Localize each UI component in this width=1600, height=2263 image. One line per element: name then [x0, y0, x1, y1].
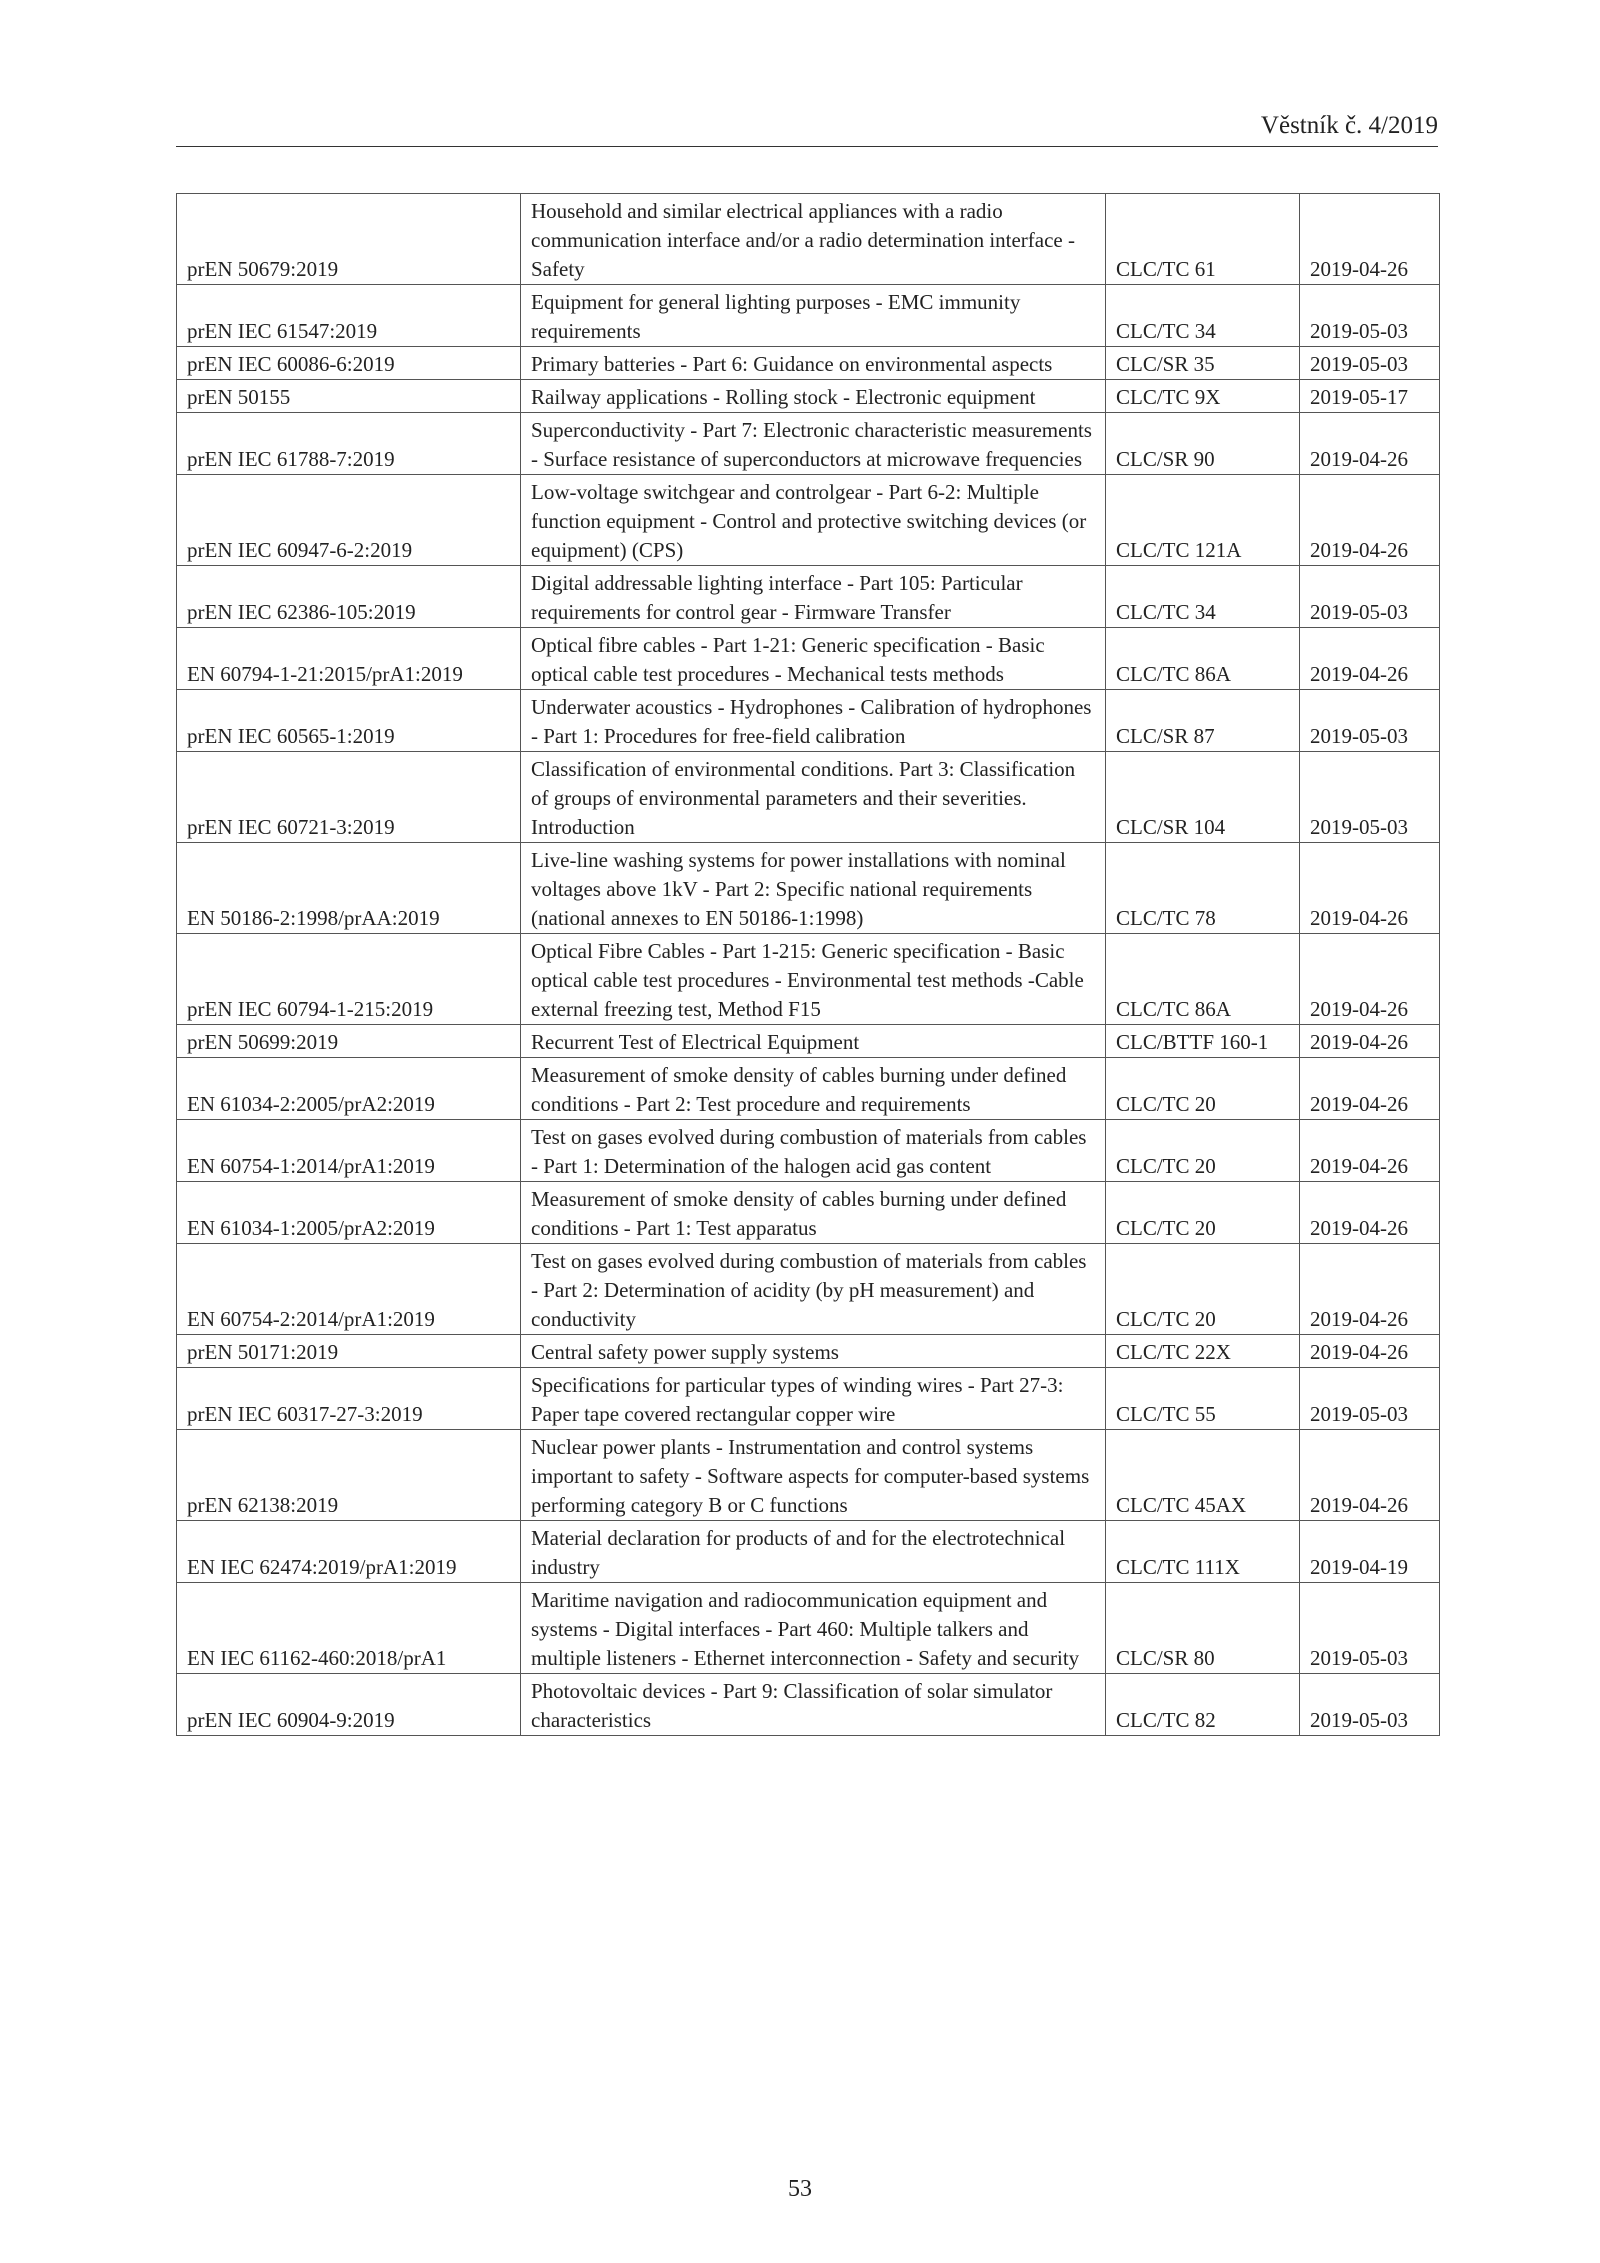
- deadline-date-cell: 2019-04-26: [1300, 1335, 1440, 1368]
- table-row: [177, 1583, 1440, 1674]
- standard-code-cell: prEN IEC 60794-1-215:2019: [177, 934, 521, 1025]
- committee-cell: CLC/TC 121A: [1106, 475, 1300, 566]
- standard-title-cell: Low-voltage switchgear and controlgear - Part 6-2: Multiple function equipment - Control and protective switching devices (or equipment) (CPS): [521, 475, 1106, 566]
- standard-title-cell: Classification of environmental conditions. Part 3: Classification of groups of environmental parameters and their severities. Introduction: [521, 752, 1106, 843]
- committee-cell: CLC/TC 55: [1106, 1368, 1300, 1430]
- page-number: 53: [788, 2176, 812, 2202]
- table-row: [177, 380, 1440, 413]
- standard-code-cell: prEN IEC 60565-1:2019: [177, 690, 521, 752]
- standard-code-cell: prEN 50679:2019: [177, 194, 521, 285]
- committee-cell: CLC/SR 35: [1106, 347, 1300, 380]
- deadline-date-cell: 2019-04-26: [1300, 1244, 1440, 1335]
- standard-code-cell: prEN IEC 60904-9:2019: [177, 1674, 521, 1736]
- standard-title-cell: Maritime navigation and radiocommunication equipment and systems - Digital interfaces - Part 460: Multiple talkers and multiple listeners - Ethernet interconnection - Safety and security: [521, 1583, 1106, 1674]
- table-row: [177, 1182, 1440, 1244]
- standard-title-cell: Live-line washing systems for power installations with nominal voltages above 1kV - Part 2: Specific national requirements (national annexes to EN 50186-1:1998): [521, 843, 1106, 934]
- table-row: [177, 934, 1440, 1025]
- standard-title-cell: Underwater acoustics - Hydrophones - Calibration of hydrophones - Part 1: Procedures for free-field calibration: [521, 690, 1106, 752]
- table-row: [177, 475, 1440, 566]
- deadline-date-cell: 2019-05-03: [1300, 566, 1440, 628]
- page-header: [176, 108, 1438, 147]
- standard-title-cell: Recurrent Test of Electrical Equipment: [521, 1025, 1106, 1058]
- deadline-date-cell: 2019-05-03: [1300, 285, 1440, 347]
- table-row: [177, 1335, 1440, 1368]
- standard-code-cell: prEN 50155: [177, 380, 521, 413]
- deadline-date-cell: 2019-04-26: [1300, 843, 1440, 934]
- standard-code-cell: EN 60754-1:2014/prA1:2019: [177, 1120, 521, 1182]
- deadline-date-cell: 2019-04-26: [1300, 934, 1440, 1025]
- standard-code-cell: prEN IEC 61788-7:2019: [177, 413, 521, 475]
- table-row: [177, 1368, 1440, 1430]
- standard-title-cell: Test on gases evolved during combustion of materials from cables - Part 1: Determination of the halogen acid gas content: [521, 1120, 1106, 1182]
- deadline-date-cell: 2019-04-26: [1300, 1120, 1440, 1182]
- table-row: [177, 1058, 1440, 1120]
- standard-code-cell: EN IEC 62474:2019/prA1:2019: [177, 1521, 521, 1583]
- standard-title-cell: Superconductivity - Part 7: Electronic characteristic measurements - Surface resistance of superconductors at microwave frequencies: [521, 413, 1106, 475]
- standard-code-cell: EN 61034-2:2005/prA2:2019: [177, 1058, 521, 1120]
- committee-cell: CLC/SR 80: [1106, 1583, 1300, 1674]
- standard-title-cell: Railway applications - Rolling stock - Electronic equipment: [521, 380, 1106, 413]
- table-row: [177, 1025, 1440, 1058]
- table-row: [177, 752, 1440, 843]
- deadline-date-cell: 2019-04-26: [1300, 1025, 1440, 1058]
- committee-cell: CLC/BTTF 160-1: [1106, 1025, 1300, 1058]
- standards-table-body: [177, 194, 1440, 1736]
- standard-code-cell: prEN 50699:2019: [177, 1025, 521, 1058]
- standard-code-cell: prEN IEC 60086-6:2019: [177, 347, 521, 380]
- table-row: [177, 1120, 1440, 1182]
- standard-title-cell: Test on gases evolved during combustion of materials from cables - Part 2: Determination of acidity (by pH measurement) and conductivity: [521, 1244, 1106, 1335]
- standard-title-cell: Central safety power supply systems: [521, 1335, 1106, 1368]
- committee-cell: CLC/SR 104: [1106, 752, 1300, 843]
- deadline-date-cell: 2019-05-17: [1300, 380, 1440, 413]
- standard-code-cell: prEN IEC 62386-105:2019: [177, 566, 521, 628]
- table-row: [177, 413, 1440, 475]
- table-row: [177, 566, 1440, 628]
- table-row: [177, 628, 1440, 690]
- standard-code-cell: EN 61034-1:2005/prA2:2019: [177, 1182, 521, 1244]
- standard-title-cell: Equipment for general lighting purposes - EMC immunity requirements: [521, 285, 1106, 347]
- table-row: [177, 194, 1440, 285]
- table-row: [177, 1521, 1440, 1583]
- standard-code-cell: prEN IEC 60947-6-2:2019: [177, 475, 521, 566]
- standard-code-cell: EN 50186-2:1998/prAA:2019: [177, 843, 521, 934]
- committee-cell: CLC/TC 111X: [1106, 1521, 1300, 1583]
- standard-title-cell: Measurement of smoke density of cables burning under defined conditions - Part 2: Test procedure and requirements: [521, 1058, 1106, 1120]
- deadline-date-cell: 2019-04-26: [1300, 628, 1440, 690]
- committee-cell: CLC/TC 34: [1106, 566, 1300, 628]
- committee-cell: CLC/TC 20: [1106, 1058, 1300, 1120]
- deadline-date-cell: 2019-04-19: [1300, 1521, 1440, 1583]
- deadline-date-cell: 2019-04-26: [1300, 194, 1440, 285]
- deadline-date-cell: 2019-04-26: [1300, 1058, 1440, 1120]
- standard-code-cell: EN 60794-1-21:2015/prA1:2019: [177, 628, 521, 690]
- standard-code-cell: prEN IEC 60317-27-3:2019: [177, 1368, 521, 1430]
- deadline-date-cell: 2019-05-03: [1300, 1674, 1440, 1736]
- committee-cell: CLC/TC 45AX: [1106, 1430, 1300, 1521]
- committee-cell: CLC/TC 82: [1106, 1674, 1300, 1736]
- committee-cell: CLC/TC 9X: [1106, 380, 1300, 413]
- standard-title-cell: Digital addressable lighting interface - Part 105: Particular requirements for control gear - Firmware Transfer: [521, 566, 1106, 628]
- committee-cell: CLC/TC 34: [1106, 285, 1300, 347]
- committee-cell: CLC/SR 90: [1106, 413, 1300, 475]
- committee-cell: CLC/TC 20: [1106, 1182, 1300, 1244]
- table-row: [177, 285, 1440, 347]
- deadline-date-cell: 2019-05-03: [1300, 690, 1440, 752]
- standard-title-cell: Optical fibre cables - Part 1-21: Generic specification - Basic optical cable test procedures - Mechanical tests methods: [521, 628, 1106, 690]
- table-row: [177, 347, 1440, 380]
- standard-title-cell: Primary batteries - Part 6: Guidance on environmental aspects: [521, 347, 1106, 380]
- standard-code-cell: prEN IEC 60721-3:2019: [177, 752, 521, 843]
- standard-title-cell: Material declaration for products of and for the electrotechnical industry: [521, 1521, 1106, 1583]
- deadline-date-cell: 2019-05-03: [1300, 752, 1440, 843]
- deadline-date-cell: 2019-05-03: [1300, 347, 1440, 380]
- committee-cell: CLC/TC 61: [1106, 194, 1300, 285]
- standards-table: [176, 193, 1440, 1736]
- standard-code-cell: prEN 50171:2019: [177, 1335, 521, 1368]
- committee-cell: CLC/TC 20: [1106, 1244, 1300, 1335]
- standard-title-cell: Measurement of smoke density of cables burning under defined conditions - Part 1: Test apparatus: [521, 1182, 1106, 1244]
- deadline-date-cell: 2019-04-26: [1300, 1430, 1440, 1521]
- journal-title: Věstník č. 4/2019: [1260, 112, 1438, 139]
- standard-code-cell: prEN IEC 61547:2019: [177, 285, 521, 347]
- standard-title-cell: Specifications for particular types of winding wires - Part 27-3: Paper tape covered rectangular copper wire: [521, 1368, 1106, 1430]
- table-row: [177, 690, 1440, 752]
- standard-title-cell: Household and similar electrical appliances with a radio communication interface and/or a radio determination interface - Safety: [521, 194, 1106, 285]
- standard-title-cell: Optical Fibre Cables - Part 1-215: Generic specification - Basic optical cable test procedures - Environmental test methods -Cable external freezing test, Method F15: [521, 934, 1106, 1025]
- deadline-date-cell: 2019-05-03: [1300, 1583, 1440, 1674]
- deadline-date-cell: 2019-04-26: [1300, 1182, 1440, 1244]
- standard-title-cell: Photovoltaic devices - Part 9: Classification of solar simulator characteristics: [521, 1674, 1106, 1736]
- standard-title-cell: Nuclear power plants - Instrumentation and control systems important to safety - Software aspects for computer-based systems performing category B or C functions: [521, 1430, 1106, 1521]
- standard-code-cell: EN 60754-2:2014/prA1:2019: [177, 1244, 521, 1335]
- committee-cell: CLC/TC 22X: [1106, 1335, 1300, 1368]
- deadline-date-cell: 2019-04-26: [1300, 475, 1440, 566]
- committee-cell: CLC/TC 86A: [1106, 934, 1300, 1025]
- committee-cell: CLC/TC 78: [1106, 843, 1300, 934]
- committee-cell: CLC/TC 86A: [1106, 628, 1300, 690]
- table-row: [177, 1674, 1440, 1736]
- table-row: [177, 1430, 1440, 1521]
- committee-cell: CLC/TC 20: [1106, 1120, 1300, 1182]
- table-row: [177, 1244, 1440, 1335]
- deadline-date-cell: 2019-04-26: [1300, 413, 1440, 475]
- standard-code-cell: EN IEC 61162-460:2018/prA1: [177, 1583, 521, 1674]
- committee-cell: CLC/SR 87: [1106, 690, 1300, 752]
- table-row: [177, 843, 1440, 934]
- standard-code-cell: prEN 62138:2019: [177, 1430, 521, 1521]
- deadline-date-cell: 2019-05-03: [1300, 1368, 1440, 1430]
